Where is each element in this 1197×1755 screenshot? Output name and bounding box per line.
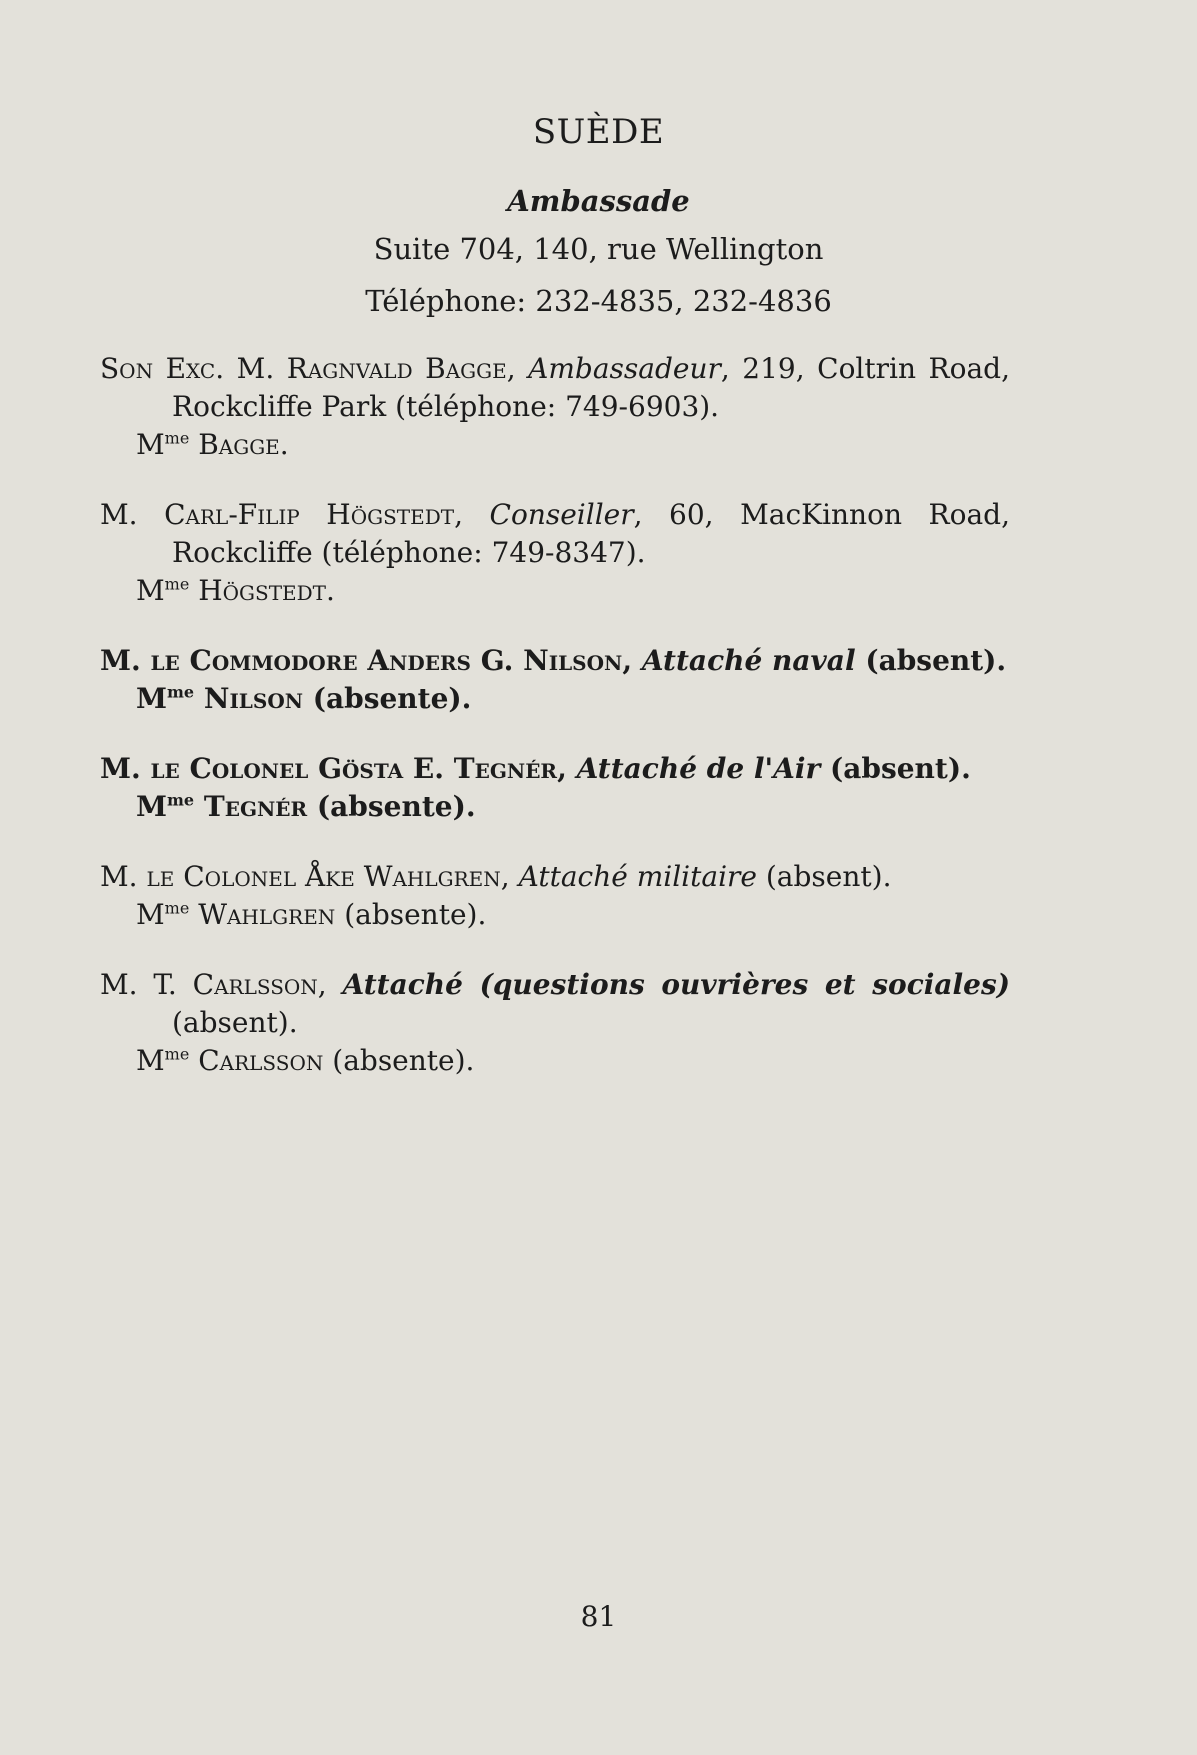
staff-entry	[100, 496, 1010, 610]
staff-entry-main: M. le Commodore Anders G. Nilson, Attaché naval (absent).	[100, 644, 1007, 677]
entry-name: Ragnvald Bagge	[286, 352, 507, 385]
entry-name: Anders G. Nilson	[367, 644, 623, 677]
entry-title: Attaché militaire	[518, 860, 757, 893]
staff-entry-main: M. Carl-Filip Högstedt, Conseiller, 60, MacKinnon Road, Rockcliffe (téléphone: 749-8347).	[100, 498, 1010, 569]
entry-prefix: M.	[100, 498, 165, 531]
spouse-line: $M^{me}$ Tegnér (absente).	[136, 790, 476, 823]
spouse-name: Tegnér	[194, 790, 308, 823]
staff-entry	[100, 350, 1010, 464]
entry-name: Åke Wahlgren	[305, 860, 501, 893]
spouse-line: $M^{me}$ Wahlgren (absente).	[136, 898, 487, 931]
entry-title: Attaché naval	[641, 644, 856, 677]
spouse-name: Bagge	[189, 428, 280, 461]
spouse-name: Nilson	[194, 682, 304, 715]
spouse-line: $M^{me}$ Högstedt.	[136, 574, 335, 607]
staff-entry-main: M. le Colonel Åke Wahlgren, Attaché militaire (absent).	[100, 860, 892, 893]
entry-rest: (absent).	[855, 644, 1007, 677]
staff-entry	[100, 642, 1010, 718]
entry-rest: , 219, Coltrin Road, Rockcliffe Park (téléphone: 749-6903).	[172, 352, 1010, 423]
entry-rest: (absent).	[756, 860, 892, 893]
spouse-name: Wahlgren	[189, 898, 336, 931]
staff-entry	[100, 858, 1010, 934]
entry-prefix: Son Exc. M.	[100, 352, 287, 385]
spouse-line: $M^{me}$ Bagge.	[136, 428, 289, 461]
page-number: 81	[580, 1600, 617, 1633]
entry-name: Carlsson	[192, 968, 318, 1001]
entry-title: Ambassadeur	[528, 352, 721, 385]
spouse-line: $M^{me}$ Nilson (absente).	[136, 682, 472, 715]
embassy-address: Suite 704, 140, rue Wellington	[373, 232, 824, 266]
entry-prefix: M. T.	[100, 968, 193, 1001]
spouse-line: $M^{me}$ Carlsson (absente).	[136, 1044, 475, 1077]
entry-title: Conseiller	[489, 498, 634, 531]
spouse-name: Högstedt	[189, 574, 327, 607]
entry-rest: , 60, MacKinnon Road, Rockcliffe (téléphone: 749-8347).	[172, 498, 1010, 569]
entry-rest: (absent).	[172, 1006, 298, 1039]
entry-name: Gösta E. Tegnér	[318, 752, 558, 785]
embassy-phone: Téléphone: 232-4835, 232-4836	[365, 284, 832, 318]
country-heading: SUÈDE	[532, 112, 665, 152]
entry-name: Carl-Filip Högstedt	[164, 498, 455, 531]
entry-title: Attaché de l'Air	[576, 752, 821, 785]
entry-prefix: M. le Commodore	[100, 644, 368, 677]
staff-entry	[100, 750, 1010, 826]
staff-entry-main: Son Exc. M. Ragnvald Bagge, Ambassadeur, 219, Coltrin Road, Rockcliffe Park (téléphone: 749-6903).	[100, 352, 1010, 423]
staff-entry-main: M. T. Carlsson, Attaché (questions ouvrières et sociales) (absent).	[100, 968, 1010, 1039]
entry-prefix: M. le Colonel	[100, 752, 319, 785]
entry-prefix: M. le Colonel	[100, 860, 306, 893]
staff-entry	[100, 966, 1010, 1080]
mission-type: Ambassade	[507, 184, 690, 218]
spouse-name: Carlsson	[189, 1044, 324, 1077]
entry-rest: (absent).	[820, 752, 971, 785]
entry-title: Attaché (questions ouvrières et sociales)	[342, 968, 1010, 1001]
staff-list	[100, 350, 1010, 1112]
staff-entry-main: M. le Colonel Gösta E. Tegnér, Attaché de l'Air (absent).	[100, 752, 971, 785]
